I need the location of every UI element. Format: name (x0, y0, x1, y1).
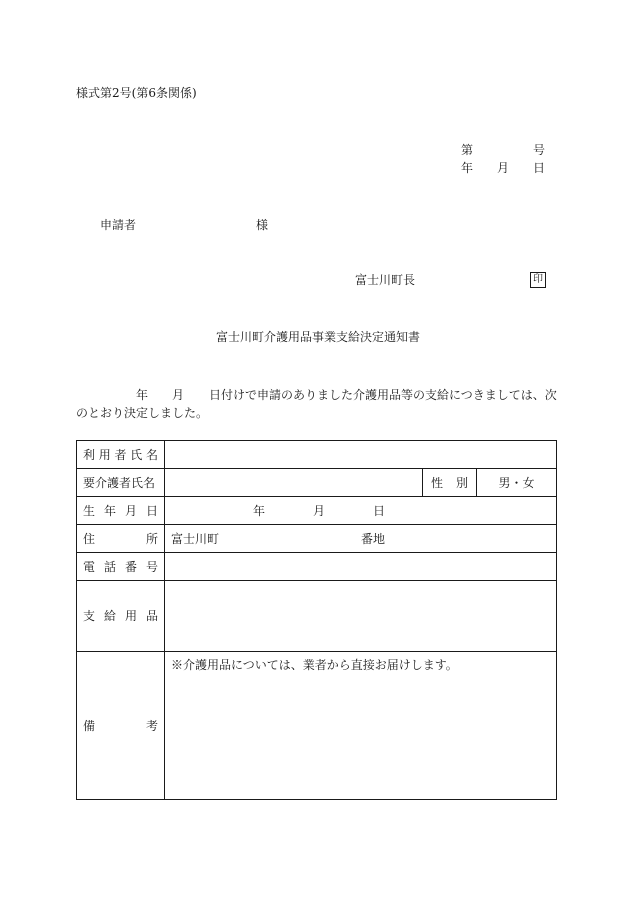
label-char: 番 (124, 559, 137, 574)
form-number: 様式第2号(第6条関係) (76, 86, 197, 100)
label-char: 用 (124, 609, 137, 623)
row-care-person (77, 469, 557, 497)
label-char: 氏 (130, 447, 143, 462)
seal-stamp: 印 (530, 272, 546, 288)
label-char: 用 (98, 447, 111, 462)
label-char: 生 (83, 503, 96, 518)
field-address[interactable] (165, 525, 557, 553)
birth-year: 年 (253, 503, 266, 518)
field-supply-items[interactable] (165, 581, 557, 652)
label-char: 月 (124, 503, 137, 518)
notice-form-table (76, 440, 557, 800)
row-birth (77, 497, 557, 525)
field-sex[interactable]: 男・女 (477, 469, 557, 497)
label-supply (77, 581, 165, 652)
date-year: 年 (461, 161, 474, 175)
birth-day: 日 (373, 503, 386, 518)
doc-number-suffix: 号 (533, 143, 546, 157)
label-remarks (77, 652, 165, 800)
label-char: 号 (145, 559, 158, 574)
label-char: 支 (83, 609, 96, 623)
label-char: 話 (103, 559, 116, 574)
label-char: 性 (431, 475, 444, 490)
birth-month: 月 (313, 503, 326, 518)
doc-number-prefix: 第 (461, 143, 474, 157)
label-user-name (77, 441, 165, 469)
label-phone (77, 553, 165, 581)
row-address (77, 525, 557, 553)
label-care-person (77, 469, 165, 497)
label-birth (77, 497, 165, 525)
body-line1: 日付けで申請のありました介護用品等の支給につきましては、次 (209, 388, 557, 402)
label-char: 別 (455, 475, 468, 490)
label-char: 利 (83, 447, 96, 462)
row-supply (77, 581, 557, 652)
field-birth-date[interactable] (165, 497, 557, 525)
date-month: 月 (497, 161, 510, 175)
label-char: 所 (145, 531, 158, 546)
label-char: 品 (145, 609, 158, 623)
label-char: 考 (145, 718, 158, 733)
document-title: 富士川町介護用品事業支給決定通知書 (216, 330, 421, 344)
label-address (77, 525, 165, 553)
label-sex (423, 469, 477, 497)
body-month: 月 (172, 388, 185, 402)
label-char: 者 (114, 447, 127, 462)
label-char: 電 (83, 559, 96, 574)
label-char: 給 (103, 609, 116, 623)
field-user-name[interactable] (165, 441, 557, 469)
row-remarks (77, 652, 557, 800)
label-char: 名 (145, 447, 158, 462)
field-remarks[interactable] (165, 652, 557, 800)
issuer-name: 富士川町長 (355, 273, 416, 287)
body-year: 年 (136, 388, 149, 402)
row-user-name (77, 441, 557, 469)
field-care-person-name[interactable] (165, 469, 423, 497)
applicant-label: 申請者 (100, 218, 137, 232)
field-phone[interactable] (165, 553, 557, 581)
row-phone (77, 553, 557, 581)
date-day: 日 (533, 161, 546, 175)
label-char: 年 (103, 503, 116, 518)
address-town: 富士川町 (171, 531, 220, 546)
body-line2: のとおり決定しました。 (76, 406, 209, 420)
address-suffix: 番地 (361, 531, 386, 546)
remarks-note: ※介護用品については、業者から直接お届けします。 (171, 658, 458, 672)
applicant-honorific: 様 (256, 218, 269, 232)
label-text: 要介護者氏名 (83, 475, 156, 490)
label-char: 備 (83, 718, 96, 733)
label-char: 日 (145, 503, 158, 518)
label-char: 住 (83, 531, 96, 546)
